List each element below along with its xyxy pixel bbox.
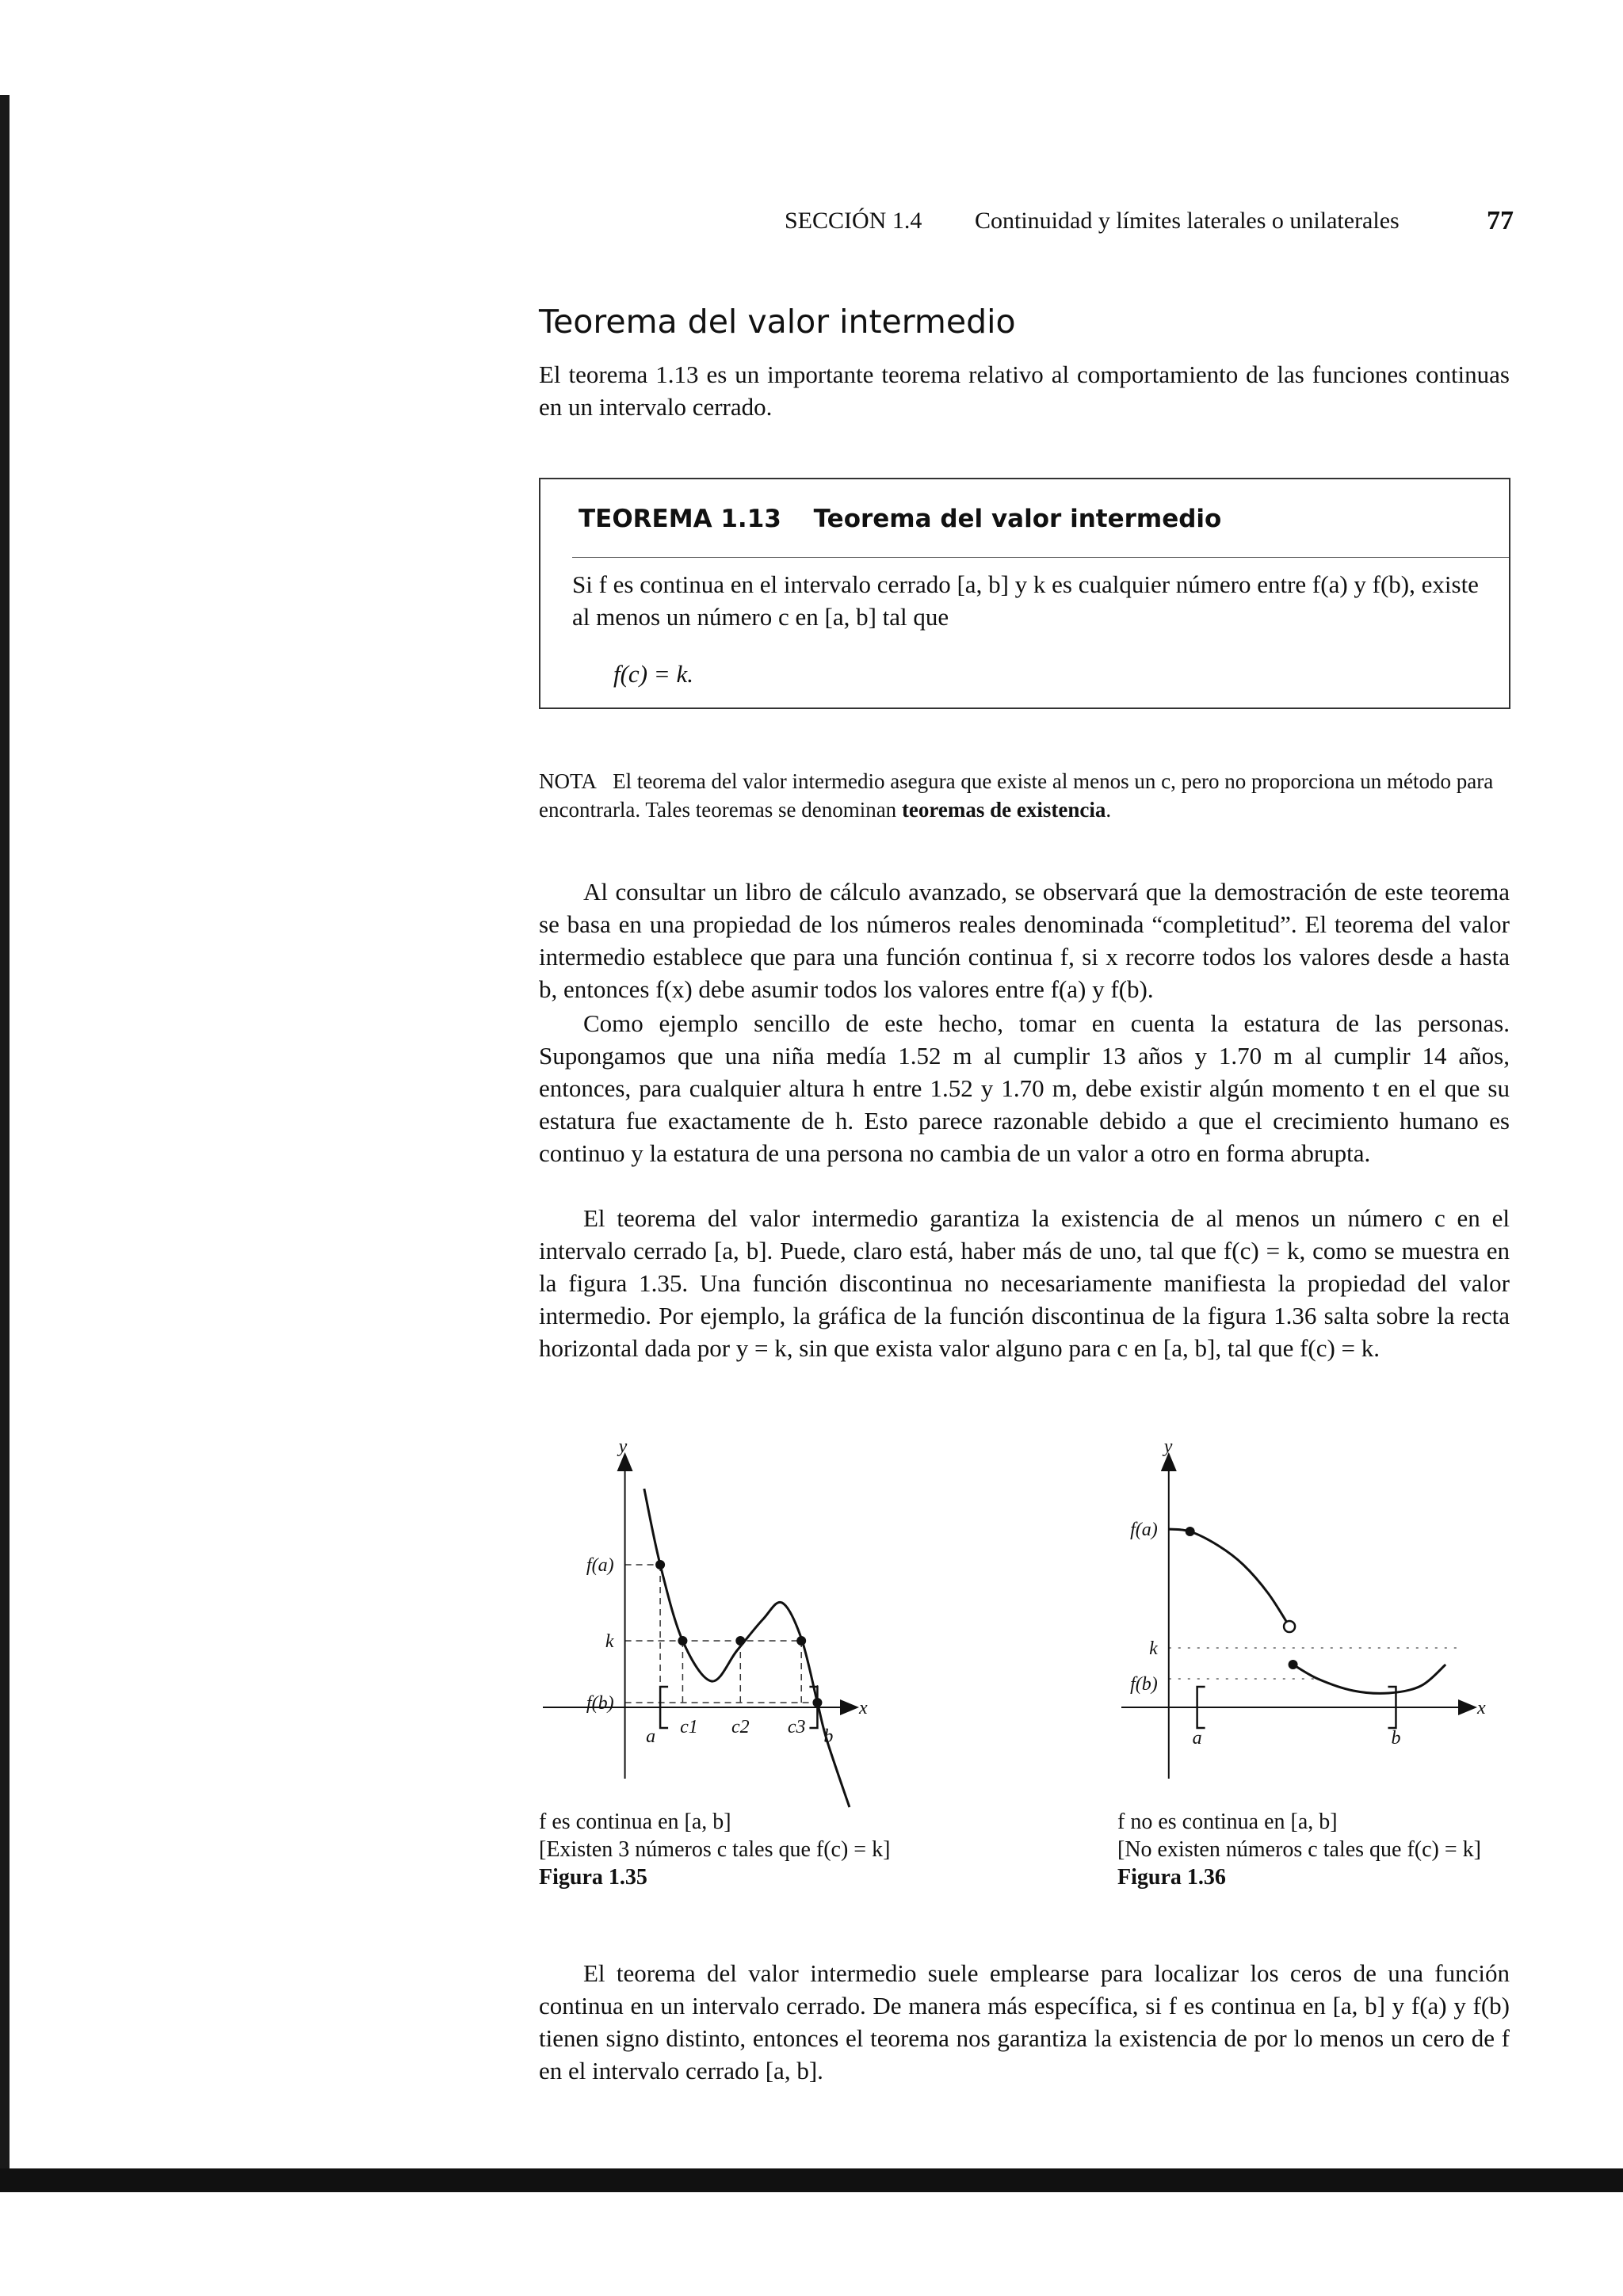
fig35-point-c2 [735,1636,745,1646]
fig36-caption-line2: [No existen números c tales que f(c) = k] [1117,1837,1481,1862]
fig36-y-axis-label: y [1163,1438,1173,1457]
fig35-guide-lines [625,1565,818,1707]
intro-paragraph: El teorema 1.13 es un importante teorema relativo al comportamiento de las funciones continuas en un intervalo cerrado. [539,360,1510,421]
fig36-points [1186,1527,1298,1669]
section-title: Teorema del valor intermedio [539,303,1016,341]
note-text: El teorema del valor intermedio asegura que existe al menos un c, pero no proporciona un método para encontrarla. Tales teoremas se denominan [539,769,1494,822]
fig35-tick-k: k [605,1631,614,1652]
theorem-divider [572,557,1509,558]
fig36-guide-lines [1169,1529,1458,1679]
paragraph-height-example: Como ejemplo sencillo de este hecho, tomar en cuenta la estatura de las personas. Supongamos que una niña medía 1.52 m al cumplir 13 años y 1.70 m al cumplir 14 años, entonces, para cualquier altura h entre 1.52 y 1.70 m, debe existir algún momento t en el que su estatura fue exactamente de h. Esto parece razonable debido a que el crecimiento humano es continuo y la estatura de una persona no cambia de un valor a otro en forma abrupta. [539,1009,1510,1167]
fig35-point-c3 [796,1636,806,1646]
theorem-equation: f(c) = k. [613,660,693,688]
figure-1-35-caption [539,1808,890,1891]
note-end: . [1106,798,1112,822]
fig36-point-fa [1186,1527,1195,1536]
paragraph-completeness: Al consultar un libro de cálculo avanzado, se observará que la demostración de este teorema se basa en una propiedad de los números reales denominada “completitud”. El teorema del valor intermedio establece que para una función continua f, si x recorre todos los valores desde a hasta b, entonces f(x) debe asumir todos los valores entre f(a) y f(b). [539,878,1510,1003]
fig36-x-axis-label: x [1477,1698,1486,1718]
fig35-tick-a: a [646,1726,656,1747]
fig35-y-axis-label: y [618,1438,628,1457]
running-head-title: Continuidad y límites laterales o unilaterales [975,208,1400,234]
fig35-function-curve [644,1489,850,1807]
fig35-tick-b: b [823,1726,834,1747]
fig35-caption-line1: f es continua en [a, b] [539,1810,731,1834]
running-head-section: SECCIÓN 1.4 [785,208,922,234]
fig35-point-b [812,1698,822,1707]
theorem-label: TEOREMA 1.13 [579,505,781,533]
theorem-heading [579,505,1221,533]
paragraph-zeros: El teorema del valor intermedio suele emplearse para localizar los ceros de una función continua en un intervalo cerrado. De manera más específica, si f es continua en [a, b] y f(a) y f(b) tienen signo distinto, entonces el teorema nos garantiza la existencia de por lo menos un cero de f en el intervalo cerrado [a, b]. [539,1959,1510,2084]
theorem-box [539,478,1510,709]
paragraph-multiple-c: El teorema del valor intermedio garantiza la existencia de al menos un número c en el intervalo cerrado [a, b]. Puede, claro está, haber más de uno, tal que f(c) = k, como se muestra en la figura 1.35. Una función discontinua no necesariamente manifiesta la propiedad del valor intermedio. Por ejemplo, la gráfica de la función discontinua de la figura 1.36 salta sobre la recta horizontal dada por y = k, sin que exista valor alguno para c en [a, b], tal que f(c) = k. [539,1204,1510,1362]
theorem-statement: Si f es continua en el intervalo cerrado [a, b] y k es cualquier número entre f(a) y f(b), existe al menos un número c en [a, b] tal que [572,570,1479,631]
fig36-caption-line1: f no es continua en [a, b] [1117,1810,1338,1834]
fig36-tick-a: a [1192,1728,1202,1749]
fig36-curve-left-piece [1169,1529,1289,1627]
fig35-tick-fb: f(b) [586,1693,614,1714]
fig35-caption-label: Figura 1.35 [539,1865,647,1890]
note-bold-term: teoremas de existencia [901,798,1106,822]
figure-1-35-graph [523,1438,888,1818]
figure-1-36-graph [1102,1438,1498,1818]
fig35-tick-c3: c3 [787,1717,806,1737]
fig35-tick-fa: f(a) [586,1555,614,1576]
note-label: NOTA [539,769,597,793]
fig36-caption-label: Figura 1.36 [1117,1865,1226,1890]
scan-edge-bottom [0,2168,1623,2192]
fig36-tick-k: k [1149,1638,1158,1659]
fig35-point-c1 [678,1636,687,1646]
fig36-tick-fb: f(b) [1130,1674,1158,1695]
fig35-tick-c1: c1 [680,1717,698,1737]
fig35-caption-line2: [Existen 3 números c tales que f(c) = k] [539,1837,891,1862]
page-number: 77 [1487,206,1514,235]
fig36-closed-point [1289,1660,1298,1669]
fig36-tick-b: b [1391,1728,1401,1749]
fig35-point-a [655,1560,665,1569]
note [539,767,1510,824]
fig35-x-axis-label: x [859,1698,868,1718]
theorem-name: Teorema del valor intermedio [813,505,1222,533]
figure-1-36-caption [1117,1808,1481,1891]
running-head [785,208,1514,239]
scan-edge-left [0,95,10,2187]
fig36-tick-fa: f(a) [1130,1520,1158,1540]
fig35-tick-c2: c2 [731,1717,750,1737]
fig36-curve-right-piece [1293,1665,1446,1693]
fig36-open-point [1284,1621,1295,1632]
